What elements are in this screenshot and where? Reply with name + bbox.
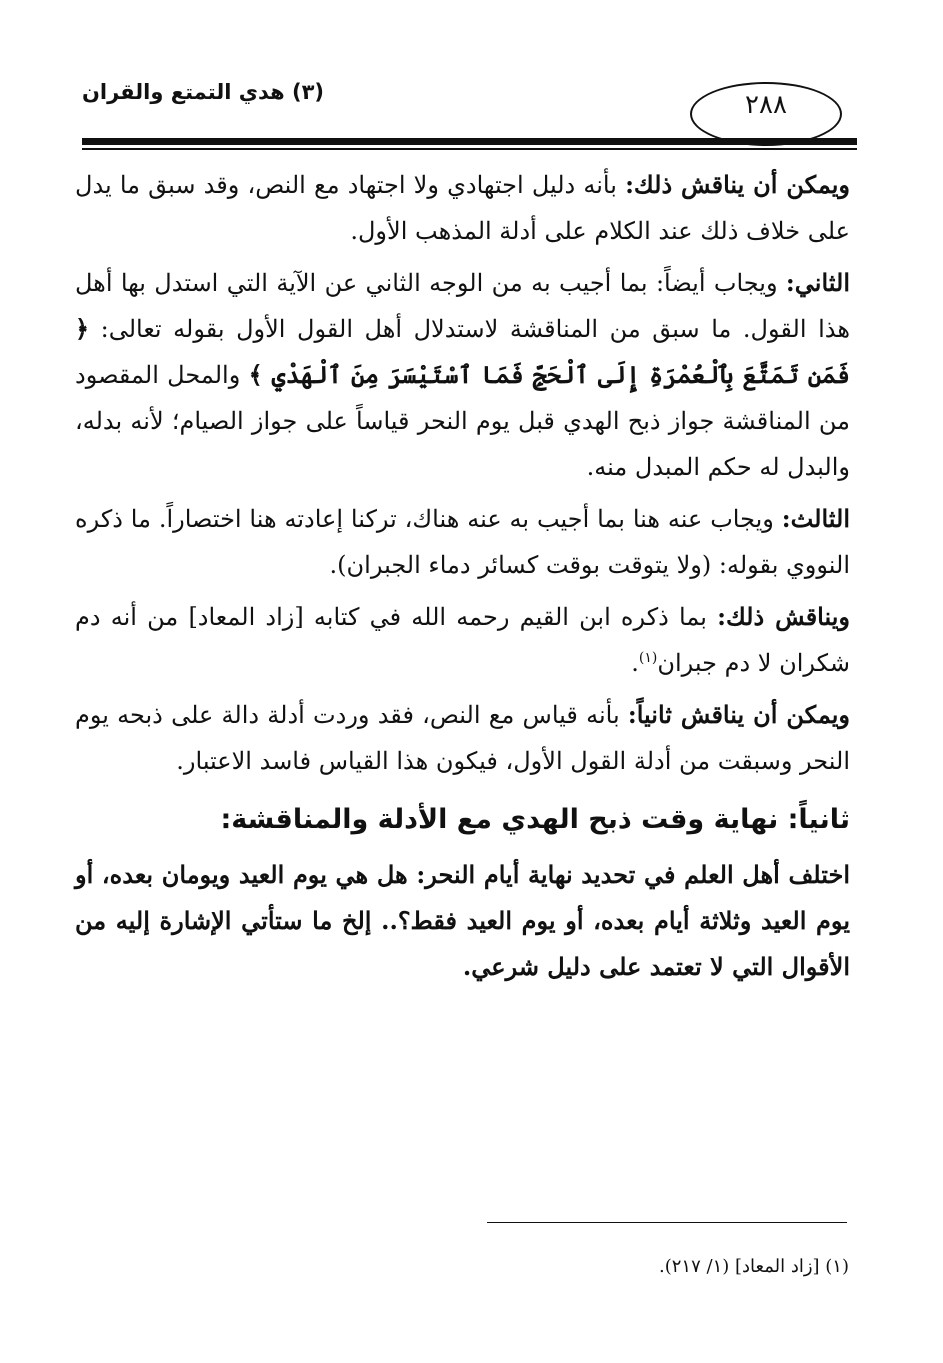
paragraph-text: بأنه قياس مع النص، فقد وردت أدلة دالة على ذبحه يوم النحر وسبقت من أدلة القول الأول، فيكون هذا القياس فاسد الاعتبار. [75, 701, 850, 775]
footnote: (١) [زاد المعاد] (١/ ٢١٧). [659, 1256, 849, 1277]
paragraph-text: والمحل المقصود من المناقشة جواز ذبح الهدي قبل يوم النحر قياساً على جواز الصيام؛ لأنه بدله، والبدل له حكم المبدل منه. [75, 361, 850, 481]
page-number: ٢٨٨ [745, 90, 787, 120]
header-rule [82, 138, 857, 145]
paragraph-lead: ويمكن أن يناقش ثانياً: [627, 700, 850, 729]
paragraph-5 [75, 692, 850, 784]
paragraph-lead: ويمكن أن يناقش ذلك: [625, 170, 851, 199]
paragraph-lead: ويناقش ذلك: [717, 602, 850, 631]
paragraph-text: بما ذكره ابن القيم رحمه الله في كتابه [زاد المعاد] من أنه دم شكران لا دم جبران [75, 603, 850, 677]
paragraph-3 [75, 496, 850, 588]
main-text [75, 162, 850, 996]
section-heading: ثانياً: نهاية وقت ذبح الهدي مع الأدلة والمناقشة: [220, 804, 850, 835]
section-paragraph: اختلف أهل العلم في تحديد نهاية أيام النحر: هل هي يوم العيد ويومان بعده، أو يوم العيد وثلاثة أيام بعده، أو يوم العيد فقط؟.. إلخ ما ستأتي الإشارة إليه من الأقوال التي لا تعتمد على دليل شرعي. [75, 860, 850, 981]
paragraph-4 [75, 594, 850, 686]
footnote-separator [487, 1222, 847, 1223]
quran-verse: ﴿ فَمَن تَمَتَّعَ بِٱلْعُمْرَةِ إِلَى ٱلْحَجِّ فَمَا ٱسْتَيْسَرَ مِنَ ٱلْهَدْيِ ﴾ [75, 314, 850, 389]
paragraph-lead: الثاني: [785, 268, 850, 297]
paragraph-text: بأنه دليل اجتهادي ولا اجتهاد مع النص، وقد سبق ما يدل على خلاف ذلك عند الكلام على أدلة المذهب الأول. [75, 171, 850, 245]
paragraph-2 [75, 260, 850, 490]
footnote-reference[interactable]: (١) [638, 650, 658, 666]
paragraph-text: ويجاب عنه هنا بما أجيب به عنه هناك، تركنا إعادته هنا اختصاراً. ما ذكره النووي بقوله: (ولا يتوقت بوقت كسائر دماء الجبران). [75, 505, 850, 579]
running-title: (٣) هدي التمتع والقران [82, 80, 324, 104]
header-rule-thin [82, 148, 857, 150]
paragraph-lead: الثالث: [781, 504, 850, 533]
paragraph-text-end: . [631, 649, 639, 677]
paragraph-1 [75, 162, 850, 254]
paragraph-text: ويجاب أيضاً: بما أجيب به من الوجه الثاني عن الآية التي استدل بها أهل هذا القول. ما سبق من المناقشة لاستدلال أهل القول الأول بقوله تعالى: [75, 269, 850, 343]
